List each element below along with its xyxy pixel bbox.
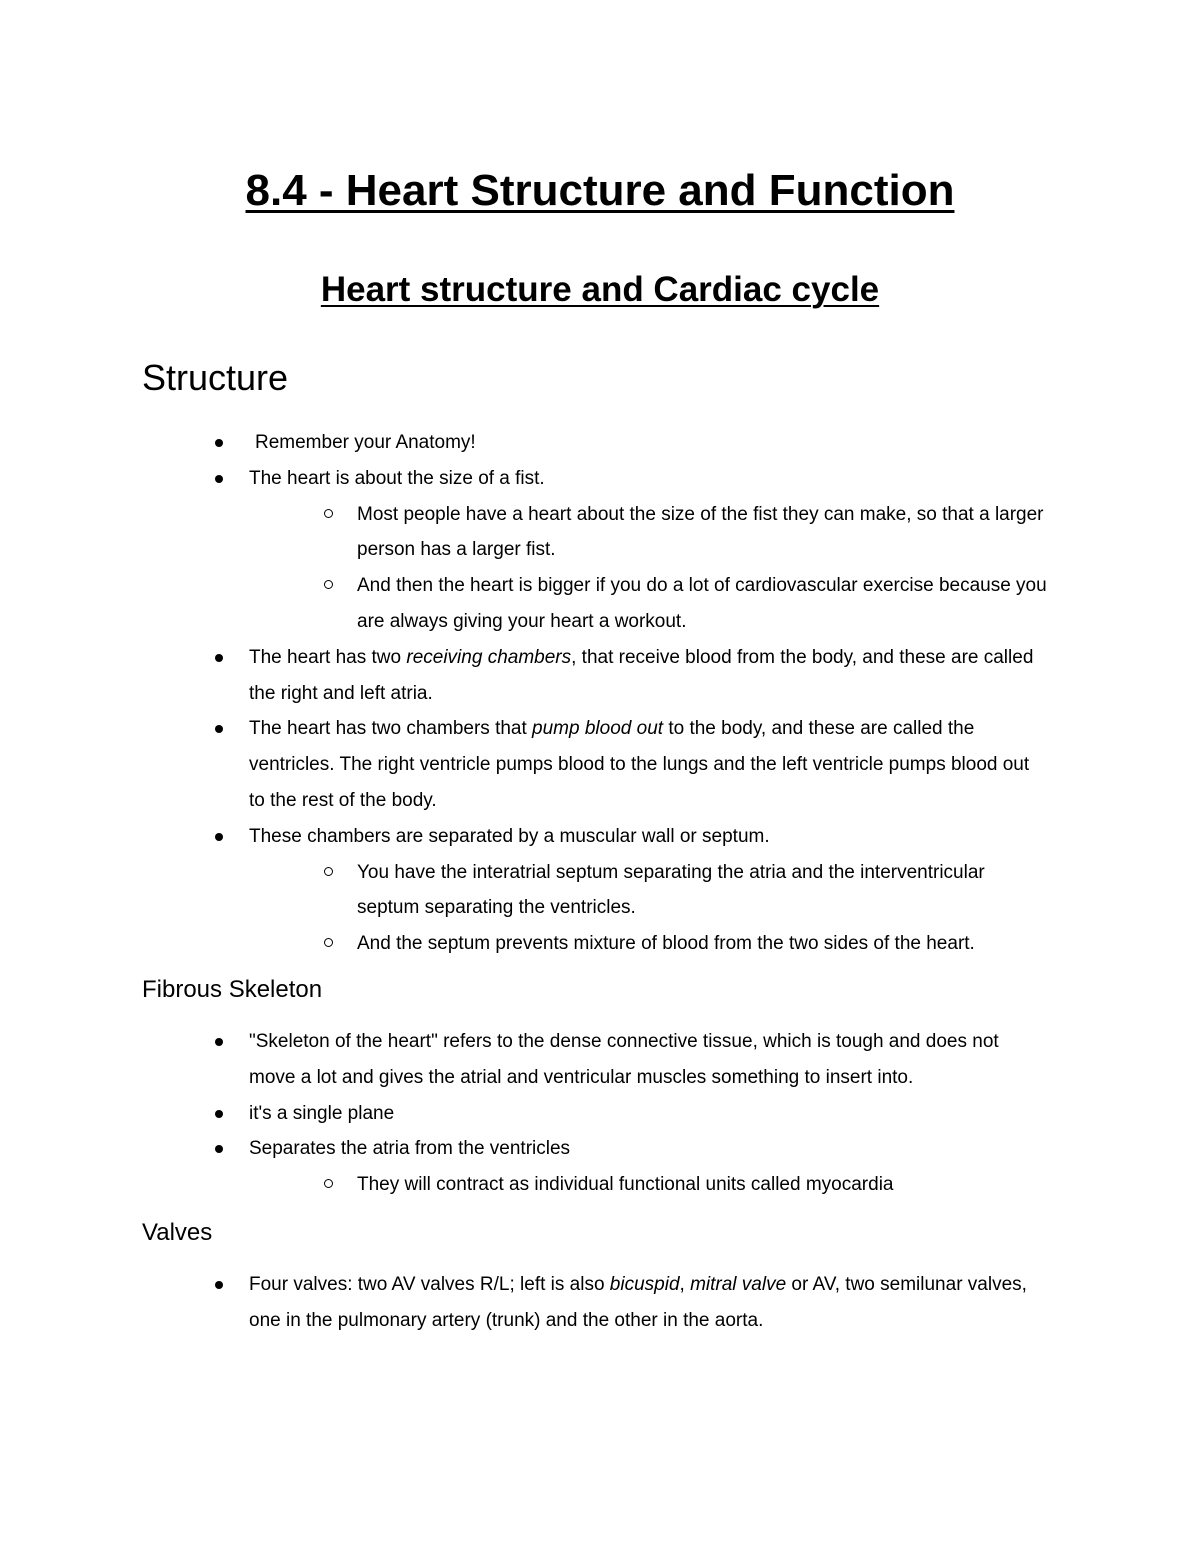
list-item-text: Remember your Anatomy! xyxy=(255,432,476,453)
sub-list-item: You have the interatrial septum separating the atria and the interventricular septum separating the ventricles. xyxy=(357,855,1047,927)
section-heading-valves: Valves xyxy=(142,1219,213,1246)
list-item xyxy=(0,819,1049,962)
emphasis-text: receiving chambers xyxy=(406,646,572,668)
sub-list xyxy=(249,855,1049,962)
list-item-text-start: Four valves: two AV valves R/L; left is also xyxy=(249,1274,610,1295)
list-item xyxy=(0,711,1049,818)
emphasis-text: mitral valve xyxy=(690,1274,787,1295)
list-item-text-end: or AV, two semilunar valves, one in the pulmonary artery (trunk) and the other in the aorta. xyxy=(249,1274,1027,1331)
list-item-text-start: The heart has two xyxy=(249,646,407,668)
list-item xyxy=(0,425,1049,461)
list-item-text-end: to the body, and these are called the ventricles. The right ventricle pumps blood to the lungs and the left ventricle pumps blood out to the rest of the body. xyxy=(249,718,1030,811)
list-item-text: The heart is about the size of a fist. xyxy=(249,467,545,489)
sub-list-item: And the septum prevents mixture of blood from the two sides of the heart. xyxy=(357,926,1047,962)
list-item xyxy=(0,640,1049,712)
list-item-text: Separates the atria from the ventricles xyxy=(249,1138,571,1160)
sub-list-item: They will contract as individual functional units called myocardia xyxy=(357,1167,1047,1203)
section-heading-structure: Structure xyxy=(142,357,289,398)
list-item: it's a single plane xyxy=(0,1096,1049,1132)
sub-list-item: Most people have a heart about the size of the fist they can make, so that a larger person has a larger fist. xyxy=(357,497,1047,569)
fibrous-skeleton-list xyxy=(0,1024,1200,1203)
list-item xyxy=(0,1131,1049,1203)
list-item xyxy=(0,1267,1049,1339)
sub-list-item: And then the heart is bigger if you do a lot of cardiovascular exercise because you are always giving your heart a workout. xyxy=(357,568,1047,640)
list-item-text-start: The heart has two chambers that xyxy=(249,718,533,740)
list-item: "Skeleton of the heart" refers to the dense connective tissue, which is tough and does not move a lot and gives the atrial and ventricular muscles something to insert into. xyxy=(0,1024,1049,1096)
section-heading-fibrous-skeleton: Fibrous Skeleton xyxy=(142,976,323,1003)
list-item-text-end: , that receive blood from the body, and these are called the right and left atria. xyxy=(249,646,1034,704)
list-item-text: These chambers are separated by a muscular wall or septum. xyxy=(249,825,770,847)
structure-list xyxy=(0,425,1200,962)
sub-list xyxy=(249,1167,1049,1203)
list-item-text-middle: , xyxy=(679,1274,691,1295)
valves-list xyxy=(0,1267,1200,1339)
page-title: 8.4 - Heart Structure and Function xyxy=(245,166,955,215)
sub-list xyxy=(249,497,1049,640)
emphasis-text: pump blood out xyxy=(532,718,664,740)
emphasis-text: bicuspid xyxy=(609,1274,680,1295)
list-item xyxy=(0,461,1049,640)
page-subtitle: Heart structure and Cardiac cycle xyxy=(320,270,880,309)
